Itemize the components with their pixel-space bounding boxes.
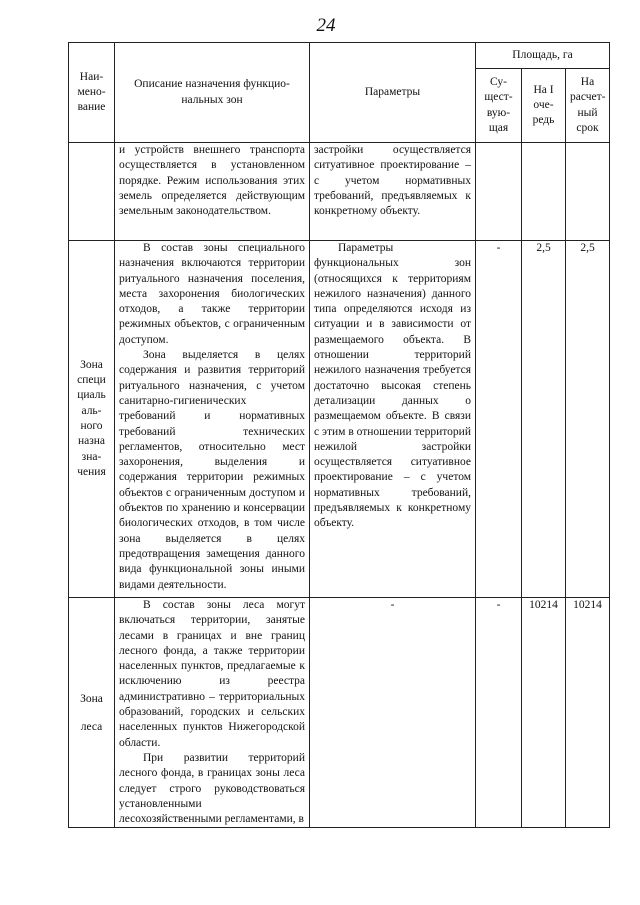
- zone-description: [115, 143, 310, 241]
- zone-parameters: [310, 241, 476, 598]
- header-first-stage: На I оче- редь: [522, 69, 566, 143]
- parameters-paragraph: Параметры функциональных зон (относящихся к территориям нежилого назначения) данного типа определяются исходя из ситуации и в зависимости от размещаемого объекта. В отношении территорий нежилого назначения требуется достаточно высокая степень детализации данных о размещаемом объекте. В связи с этим в отношении территорий нежилой застройки осуществляется ситуативное проектирование – с учетом нормативных требований, предъявляемых к конкретному объекту.: [314, 242, 471, 530]
- area-existing: -: [476, 598, 522, 828]
- area-first-stage: 10214: [522, 598, 566, 828]
- area-calc-term: 2,5: [566, 241, 610, 598]
- area-first-stage: [522, 143, 566, 241]
- parameters-paragraph: застройки осуществляется ситуативное проектирование – с учетом нормативных требований, предъявляемых к конкретному объекту.: [314, 144, 471, 218]
- area-existing: [476, 143, 522, 241]
- header-calc-term: На расчет- ный срок: [566, 69, 610, 143]
- header-description: Описание назначения функцио- нальных зон: [115, 43, 310, 143]
- header-existing: Су- щест- вую- щая: [476, 69, 522, 143]
- header-parameters: Параметры: [310, 43, 476, 143]
- description-paragraph: При развитии территорий лесного фонда, в границах зоны леса следует строго руководствоваться установленными лесохозяйственными регламентами, в: [119, 751, 305, 826]
- table-row: [69, 143, 610, 241]
- zone-name: Зона специ циаль аль- ного назна зна- чения: [69, 241, 115, 598]
- zone-parameters: [310, 143, 476, 241]
- page-number: 24: [316, 15, 336, 36]
- area-calc-term: [566, 143, 610, 241]
- functional-zones-table: [68, 42, 610, 828]
- description-paragraph: и устройств внешнего транспорта осуществляется в установленном порядке. Режим использования этих земель определяется действующим земельным законодательством.: [119, 144, 305, 218]
- area-existing: -: [476, 241, 522, 598]
- zone-parameters: [310, 598, 476, 828]
- header-name: Наи- мено- вание: [69, 43, 115, 143]
- zone-description: [115, 598, 310, 828]
- description-paragraph: В состав зоны леса могут включаться территории, занятые лесами в границах и вне границ лесного фонда, а также территории населенных пунктов, предлагаемые к исключению из реестра административно – территориальных образований, городских и сельских населенных пунктов Нижегородской области.: [119, 599, 305, 749]
- description-paragraph: Зона выделяется в целях содержания и развития территорий ритуального назначения, с учетом санитарно-гигиенических требований и нормативных требований технических регламентов, относительно мест захоронения, выделения и содержания территории режимных объектов с ограниченным доступом и объектов по хранению и консервации биологических отходов, в том числе зона выделяется в целях предотвращения замещения данного вида функциональной зоны иными видами деятельности.: [119, 349, 305, 591]
- table-row: [69, 598, 610, 828]
- area-calc-term: 10214: [566, 598, 610, 828]
- header-area: Площадь, га: [476, 43, 610, 69]
- parameters-dash: -: [390, 599, 395, 611]
- table-row: [69, 241, 610, 598]
- zone-name: [69, 143, 115, 241]
- area-first-stage: 2,5: [522, 241, 566, 598]
- zone-name: Зона леса: [69, 598, 115, 828]
- description-paragraph: В состав зоны специального назначения включаются территории ритуального назначения поселения, места захоронения биологических отходов, а также территории режимных объектов, с ограниченным доступом.: [119, 242, 305, 346]
- zone-description: [115, 241, 310, 598]
